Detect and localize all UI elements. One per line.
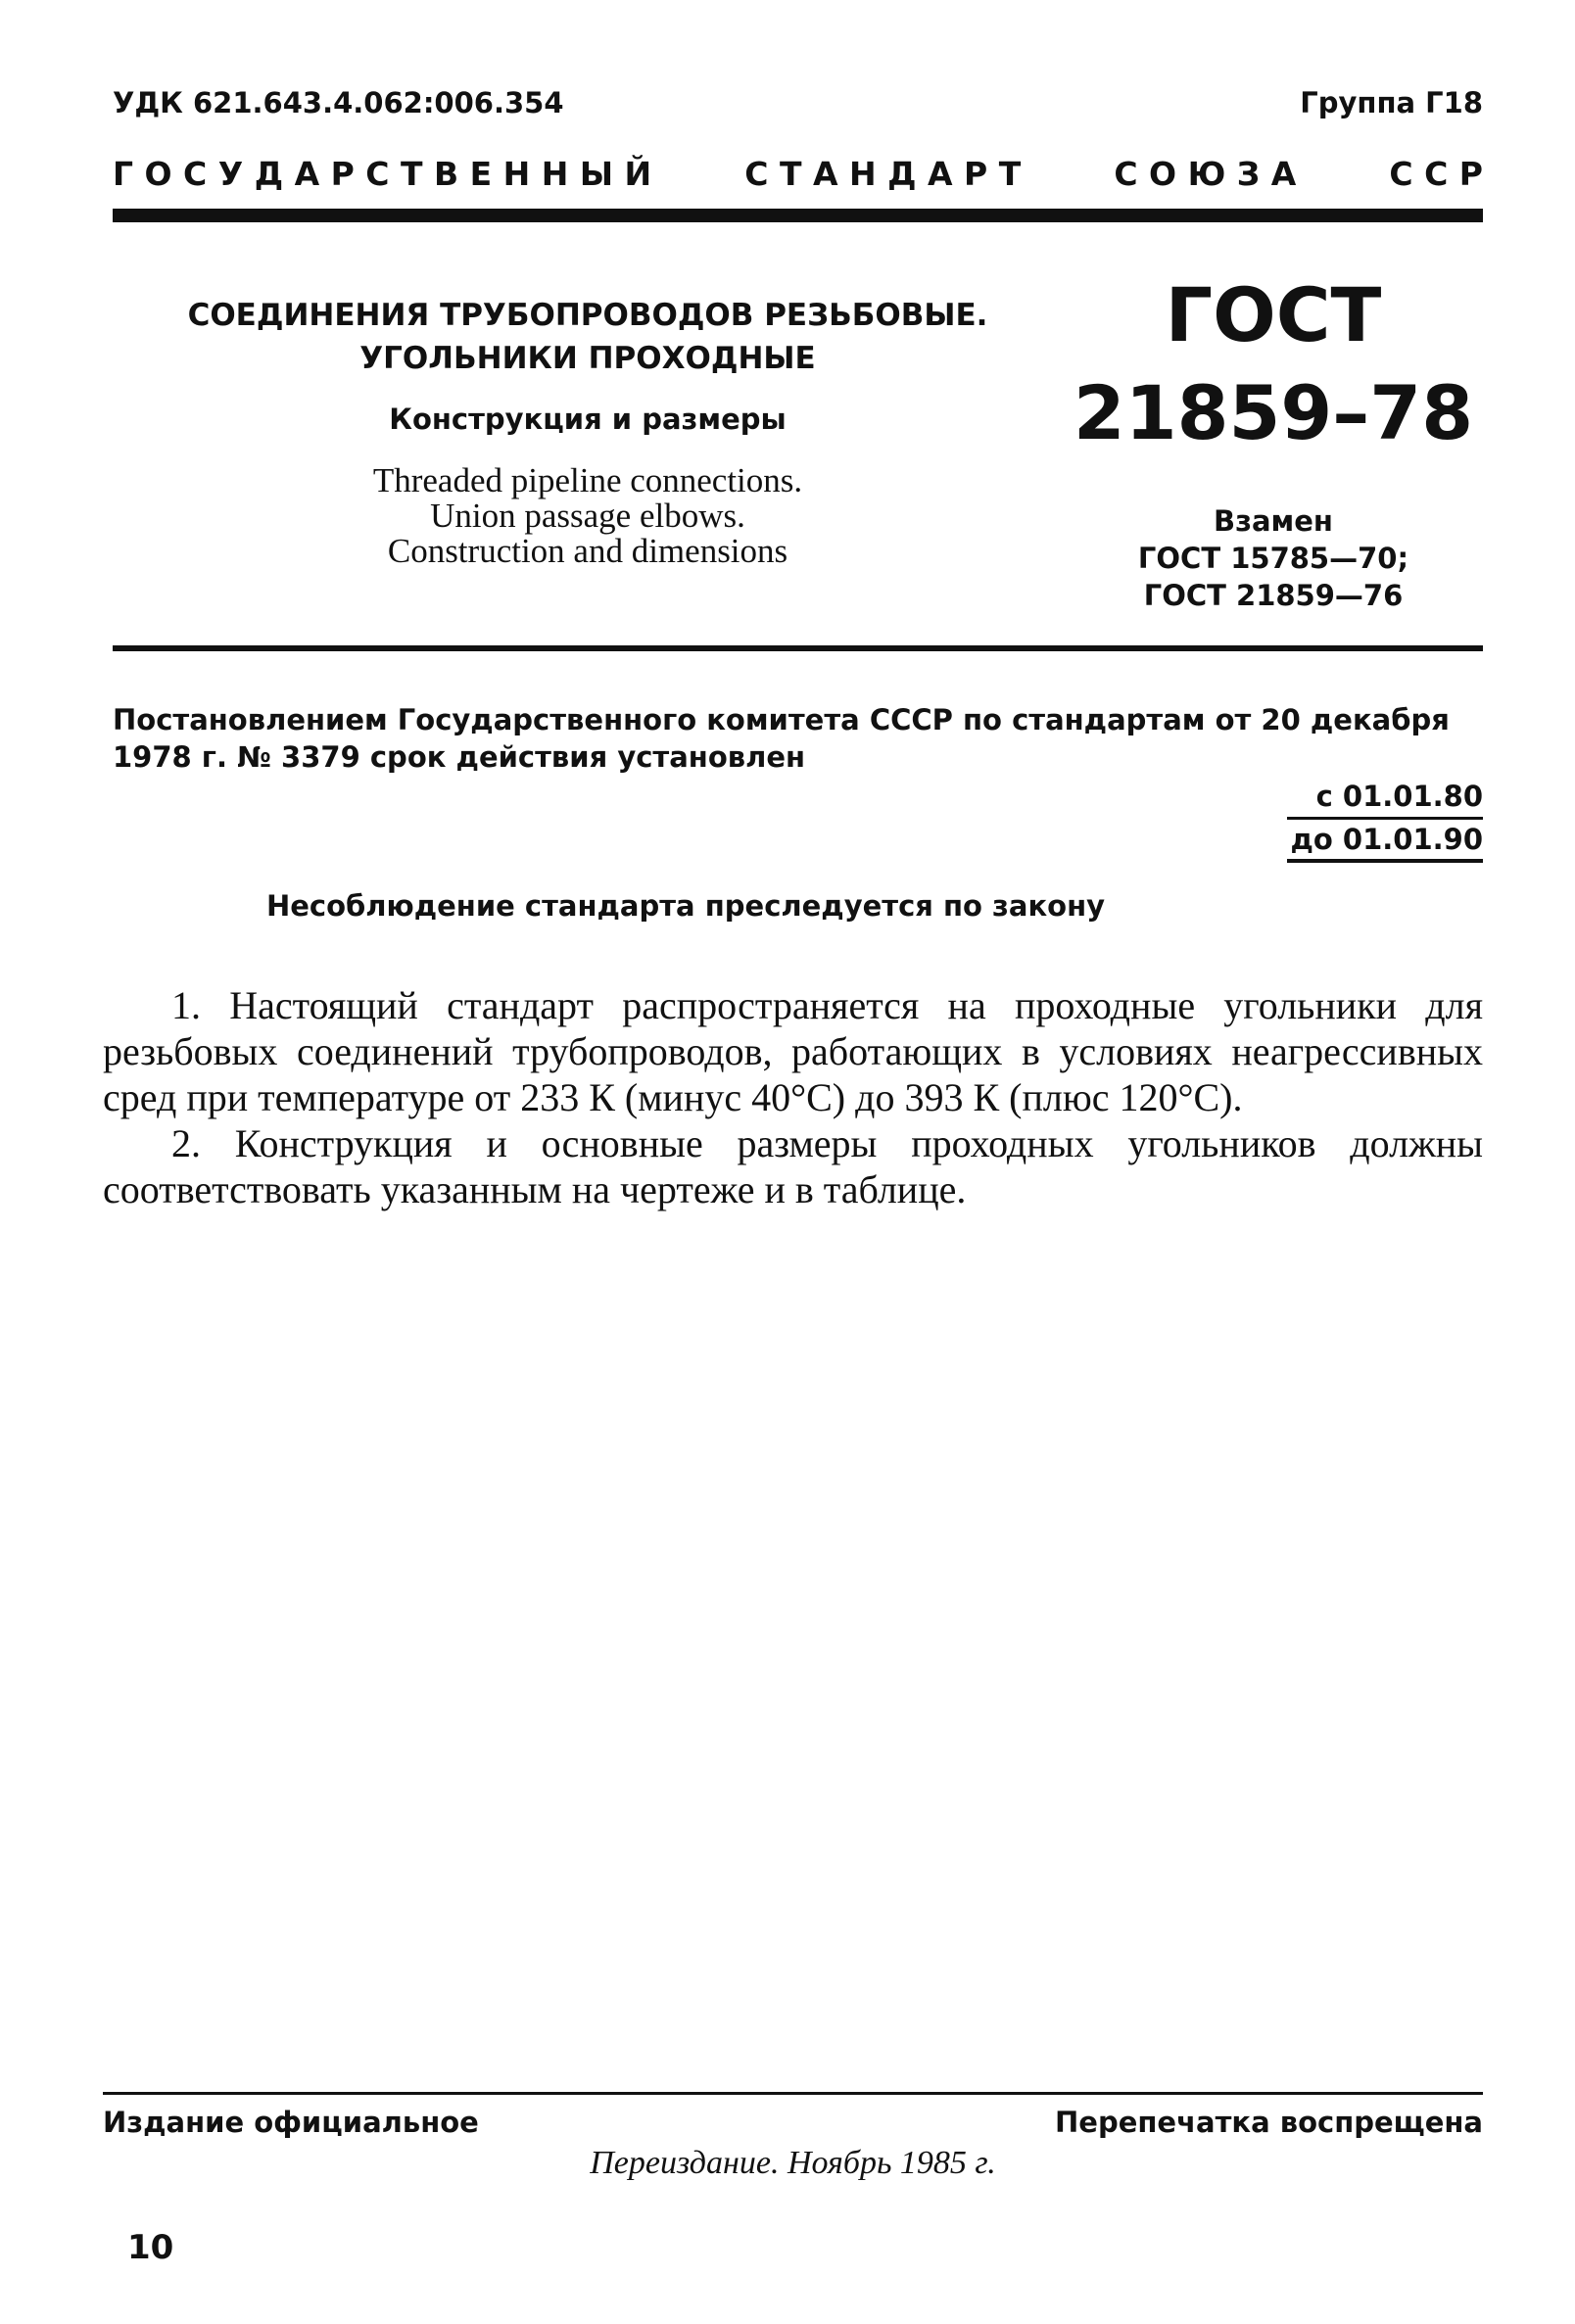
date-to: до 01.01.90: [1287, 820, 1483, 863]
gost-designation: [1058, 266, 1489, 462]
body-text: [103, 982, 1483, 1212]
banner-word-3: С О Ю З А: [1114, 155, 1297, 193]
decree-text: Постановлением Государственного комитета СССР по стандартам от 20 декабря 1978 г. № 3379 срок действия установлен: [113, 703, 1450, 774]
english-line-2: Union passage elbows.: [430, 497, 745, 535]
english-line-3: Construction and dimensions: [387, 532, 788, 570]
paragraph-2: 2. Конструкция и основные размеры проходных угольников должны соответствовать указанным на чертеже и в таблице.: [103, 1121, 1483, 1211]
banner-word-4: С С Р: [1389, 155, 1483, 193]
english-line-1: Threaded pipeline connections.: [372, 461, 803, 499]
udk-code: УДК 621.643.4.062:006.354: [113, 86, 564, 119]
banner-word-1: Г О С У Д А Р С Т В Е Н Н Ы Й: [113, 155, 652, 193]
reprint-prohibited: Перепечатка воспрещена: [1055, 2106, 1483, 2139]
bottom-rule: [103, 2092, 1483, 2095]
banner-word-2: С Т А Н Д А Р Т: [744, 155, 1022, 193]
state-standard-banner: [113, 155, 1483, 193]
penalty-notice: Несоблюдение стандарта преследуется по закону: [265, 889, 1106, 923]
title-line-1: СОЕДИНЕНИЯ ТРУБОПРОВОДОВ РЕЗЬБОВЫЕ.: [187, 298, 988, 333]
document-subtitle: Конструкция и размеры: [389, 403, 787, 436]
replaces-label: Взамен: [1214, 504, 1333, 538]
gost-number: 21859–78: [1073, 369, 1474, 456]
replaces-standard-2: ГОСТ 21859—76: [1143, 579, 1404, 612]
official-edition: Издание официальное: [103, 2106, 479, 2139]
date-from: с 01.01.80: [1287, 777, 1483, 820]
reissue-note: Переиздание. Ноябрь 1985 г.: [590, 2145, 996, 2181]
document-title: [167, 294, 1009, 380]
english-title: [167, 463, 1009, 569]
replaces-block: [1058, 502, 1489, 614]
top-rule: [113, 209, 1483, 222]
paragraph-1: 1. Настоящий стандарт распространяется на проходные угольники для резьбовых соединений трубопроводов, работающих в условиях неагрессивных сред при температуре от 233 К (минус 40°С) до 393 К (плюс 120°С).: [103, 983, 1483, 1119]
middle-rule: [113, 645, 1483, 651]
replaces-standard-1: ГОСТ 15785—70;: [1137, 542, 1409, 575]
gost-label: ГОСТ: [1165, 271, 1382, 358]
validity-dates: [1287, 777, 1483, 863]
title-line-2: УГОЛЬНИКИ ПРОХОДНЫЕ: [359, 341, 816, 376]
group-code: Группа Г18: [1300, 86, 1483, 119]
page-number: 10: [127, 2228, 174, 2267]
